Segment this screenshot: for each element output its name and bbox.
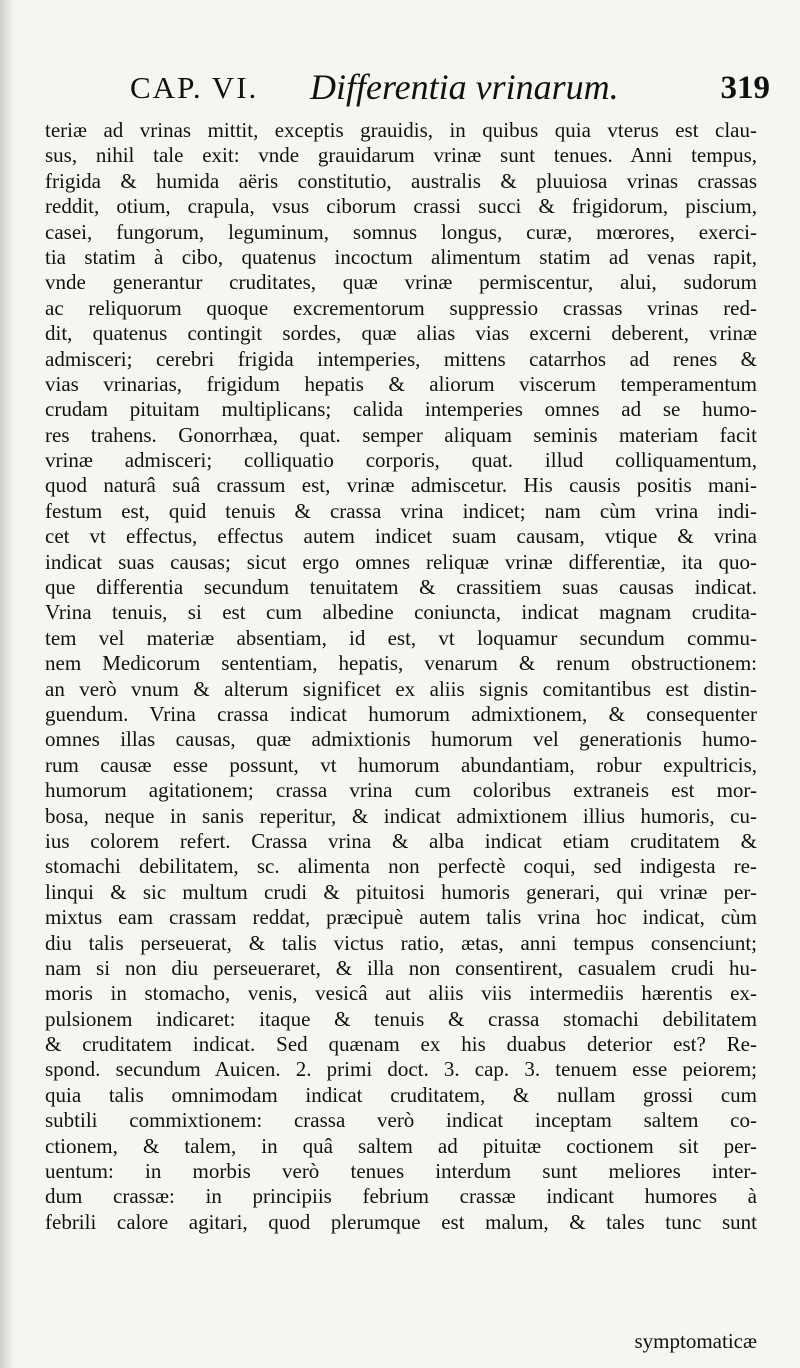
- text-line: febrili calore agitari, quod plerumque est malum, & tales tunc sunt: [45, 1209, 757, 1234]
- catchword-row: [45, 1329, 757, 1354]
- text-line: indicat suas causas; sicut ergo omnes reliquæ vrinæ differentiæ, ita quo-: [45, 549, 757, 574]
- text-line: quia talis omnimodam indicat cruditatem, & nullam grossi cum: [45, 1082, 757, 1107]
- text-line: tem vel materiæ absentiam, id est, vt loquamur secundum commu-: [45, 625, 757, 650]
- running-header: [130, 66, 770, 116]
- text-line: dum crassæ: in principiis febrium crassæ indicant humores à: [45, 1184, 757, 1209]
- text-line: stomachi debilitatem, sc. alimenta non perfectè coqui, sed indigesta re-: [45, 854, 757, 879]
- text-line: festum est, quid tenuis & crassa vrina indicet; nam cùm vrina indi-: [45, 498, 757, 523]
- text-line: frigida & humida aëris constitutio, australis & pluuiosa vrinas crassas: [45, 168, 757, 193]
- page-edge-shadow: [0, 0, 14, 1368]
- text-line: cet vt effectus, effectus autem indicet suam causam, vtique & vrina: [45, 524, 757, 549]
- text-line: sus, nihil tale exit: vnde grauidarum vrinæ sunt tenues. Anni tempus,: [45, 143, 757, 168]
- text-line: moris in stomacho, venis, vesicâ aut aliis viis intermediis hærentis ex-: [45, 981, 757, 1006]
- text-line: an verò vnum & alterum significet ex aliis signis comitantibus est distin-: [45, 676, 757, 701]
- text-line: & cruditatem indicat. Sed quænam ex his duabus deterior est? Re-: [45, 1032, 757, 1057]
- text-line: nem Medicorum sententiam, hepatis, venarum & renum obstructionem:: [45, 651, 757, 676]
- text-line: subtili commixtionem: crassa verò indicat inceptam saltem co-: [45, 1108, 757, 1133]
- text-line: teriæ ad vrinas mittit, exceptis grauidis, in quibus quia vterus est clau-: [45, 118, 757, 142]
- text-line: linqui & sic multum crudi & pituitosi humoris generari, qui vrinæ per-: [45, 879, 757, 904]
- text-line: diu talis perseuerat, & talis victus ratio, ætas, anni tempus consenciunt;: [45, 930, 757, 955]
- text-line: bosa, neque in sanis reperitur, & indicat admixtionem illius humoris, cu-: [45, 803, 757, 828]
- catchword: symptomaticæ: [634, 1329, 757, 1353]
- text-line: ac reliquorum quoque excrementorum suppressio crassas vrinas red-: [45, 295, 757, 320]
- text-line: res trahens. Gonorrhæa, quat. semper aliquam seminis materiam facit: [45, 422, 757, 447]
- body-text: [45, 118, 757, 1235]
- text-line: casei, fungorum, leguminum, somnus longus, curæ, mœrores, exerci-: [45, 219, 757, 244]
- text-line: admisceri; cerebri frigida intemperies, mittens catarrhos ad renes &: [45, 346, 757, 371]
- text-line: Vrina tenuis, si est cum albedine coniuncta, indicat magnam crudita-: [45, 600, 757, 625]
- text-line: mixtus eam crassam reddat, præcipuè autem talis vrina hoc indicat, cùm: [45, 905, 757, 930]
- text-line: pulsionem indicaret: itaque & tenuis & crassa stomachi debilitatem: [45, 1006, 757, 1031]
- text-line: dit, quatenus contingit sordes, quæ alias vias excerni deberent, vrinæ: [45, 321, 757, 346]
- text-line: spond. secundum Auicen. 2. primi doct. 3. cap. 3. tenuem esse peiorem;: [45, 1057, 757, 1082]
- page-number: 319: [720, 70, 770, 106]
- text-line: reddit, otium, crapula, vsus ciborum crassi succi & frigidorum, piscium,: [45, 194, 757, 219]
- text-line: vrinæ admisceri; colliquatio corporis, quat. illud colliquamentum,: [45, 448, 757, 473]
- text-line: rum causæ esse possunt, vt humorum abundantiam, robur expultricis,: [45, 752, 757, 777]
- text-line: ctionem, & talem, in quâ saltem ad pituitæ coctionem sit per-: [45, 1133, 757, 1158]
- text-line: que differentia secundum tenuitatem & crassitiem suas causas indicat.: [45, 575, 757, 600]
- text-line: tia statim à cibo, quatenus incoctum alimentum statim ad venas rapit,: [45, 244, 757, 269]
- text-line: quod naturâ suâ crassum est, vrinæ admiscetur. His causis positis mani-: [45, 473, 757, 498]
- text-line: crudam pituitam multiplicans; calida intemperies omnes ad se humo-: [45, 397, 757, 422]
- text-line: omnes illas causas, quæ admixtionis humorum vel generationis humo-: [45, 727, 757, 752]
- text-line: humorum agitationem; crassa vrina cum coloribus extraneis est mor-: [45, 778, 757, 803]
- text-line: ius colorem refert. Crassa vrina & alba indicat etiam cruditatem &: [45, 828, 757, 853]
- chapter-label: CAP. VI.: [130, 70, 259, 105]
- text-line: vnde generantur cruditates, quæ vrinæ permiscentur, alui, sudorum: [45, 270, 757, 295]
- text-line: guendum. Vrina crassa indicat humorum admixtionem, & consequenter: [45, 701, 757, 726]
- text-line: uentum: in morbis verò tenues interdum sunt meliores inter-: [45, 1159, 757, 1184]
- running-title: Differentia vrinarum.: [310, 67, 619, 107]
- text-line: nam si non diu perseueraret, & illa non consentirent, casualem crudi hu-: [45, 955, 757, 980]
- text-line: vias vrinarias, frigidum hepatis & aliorum viscerum temperamentum: [45, 371, 757, 396]
